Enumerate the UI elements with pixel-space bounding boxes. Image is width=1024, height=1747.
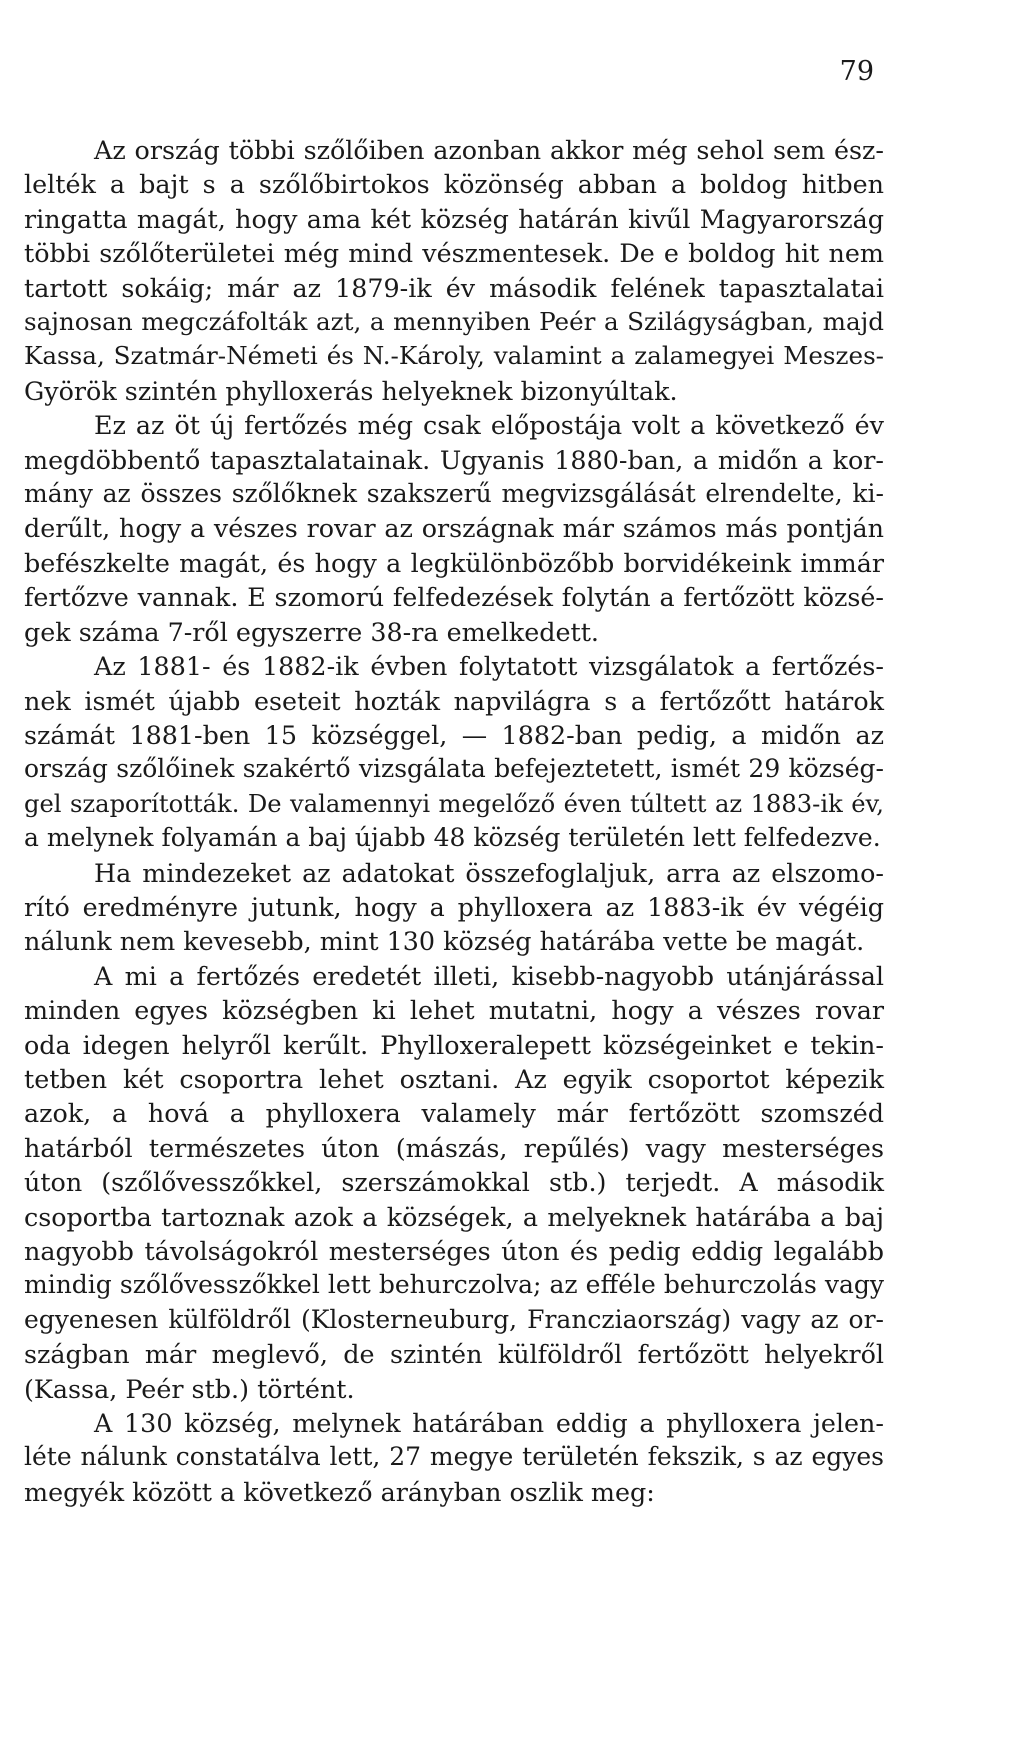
text-line: lelték a bajt s a szőlőbirtokos közönség abban a boldog hitben	[24, 169, 884, 200]
text-line: mány az összes szőlőknek szakszerű megvizsgálását elrendelte, ki-	[24, 479, 884, 509]
text-line: derűlt, hogy a vészes rovar az országnak már számos más pontján	[24, 513, 884, 544]
text-line: csoportba tartoznak azok a községek, a melyeknek határába a baj	[24, 1201, 884, 1232]
text-line: többi szőlőterületei még mind vészmentesek. De e boldog hit nem	[24, 238, 884, 269]
text-line: A 130 község, melynek határában eddig a phylloxera jelen-	[94, 1408, 884, 1439]
text-line: gek száma 7-ről egyszerre 38-ra emelkedett.	[24, 616, 599, 647]
text-line: Ez az öt új fertőzés még csak előpostája volt a következő év	[94, 410, 884, 441]
text-line: Az 1881- és 1882-ik évben folytatott vizsgálatok a fertőzés-	[94, 651, 884, 682]
text-line: határból természetes úton (mászás, repűlés) vagy mesterséges	[24, 1132, 884, 1163]
page-number: 79	[839, 56, 874, 87]
text-line: oda idegen helyről kerűlt. Phylloxeralepett községeinket e tekin-	[24, 1029, 884, 1060]
text-line: Györök szintén phylloxerás helyeknek bizonyúltak.	[24, 375, 678, 406]
text-line: megyék között a következő arányban oszlik meg:	[24, 1476, 655, 1507]
text-line: (Kassa, Peér stb.) történt.	[24, 1373, 355, 1404]
text-line: ország szőlőinek szakértő vizsgálata befejeztetett, ismét 29 község-	[24, 754, 884, 784]
text-line: tartott sokáig; már az 1879-ik év második felének tapasztalatai	[24, 272, 884, 303]
text-line: számát 1881-ben 15 községgel, — 1882-ban pedig, a midőn az	[24, 719, 884, 750]
text-line: gel szaporították. De valamennyi megelőző éven túltett az 1883-ik év,	[24, 789, 884, 818]
text-line: nek ismét újabb eseteit hozták napvilágra s a fertőzőtt határok	[24, 685, 884, 716]
text-line: fertőzve vannak. E szomorú felfedezések folytán a fertőzött közsé-	[24, 582, 884, 613]
text-line: megdöbbentő tapasztalatainak. Ugyanis 1880-ban, a midőn a kor-	[24, 444, 884, 475]
text-line: sajnosan megczáfolták azt, a mennyiben Peér a Szilágyságban, majd	[24, 307, 884, 337]
body-text	[24, 133, 884, 1509]
text-line: rító eredményre jutunk, hogy a phylloxera az 1883-ik év végéig	[24, 891, 884, 922]
text-line: befészkelte magát, és hogy a legkülönbözőbb borvidékeink immár	[24, 547, 884, 578]
text-line: Az ország többi szőlőiben azonban akkor még sehol sem ész-	[94, 135, 884, 165]
text-line: szágban már meglevő, de szintén külföldről fertőzött helyekről	[24, 1339, 884, 1370]
text-line: mindig szőlővesszőkkel lett behurczolva; az efféle behurczolás vagy	[24, 1270, 884, 1300]
text-line: tetben két csoportra lehet osztani. Az egyik csoportot képezik	[24, 1063, 884, 1094]
text-line: nagyobb távolságokról mesterséges úton és pedig eddig legalább	[24, 1236, 884, 1266]
text-line: ringatta magát, hogy ama két község határán kivűl Magyarország	[24, 203, 884, 234]
text-line: minden egyes községben ki lehet mutatni, hogy a vészes rovar	[24, 995, 884, 1026]
text-line: nálunk nem kevesebb, mint 130 község határába vette be magát.	[24, 926, 865, 957]
text-line: úton (szőlővesszőkkel, szerszámokkal stb.) terjedt. A második	[24, 1167, 884, 1198]
text-line: azok, a hová a phylloxera valamely már fertőzött szomszéd	[24, 1098, 884, 1129]
text-line: egyenesen külföldről (Klosterneuburg, Francziaország) vagy az or-	[24, 1304, 884, 1334]
text-line: A mi a fertőzés eredetét illeti, kisebb-nagyobb utánjárással	[94, 960, 884, 991]
text-line: a melynek folyamán a baj újabb 48 község területén lett felfedezve.	[24, 823, 881, 853]
text-line: Kassa, Szatmár-Németi és N.-Károly, valamint a zalamegyei Meszes-	[24, 341, 884, 371]
text-line: léte nálunk constatálva lett, 27 megye területén fekszik, s az egyes	[24, 1442, 884, 1472]
text-line: Ha mindezeket az adatokat összefoglaljuk, arra az elszomo-	[94, 857, 884, 888]
